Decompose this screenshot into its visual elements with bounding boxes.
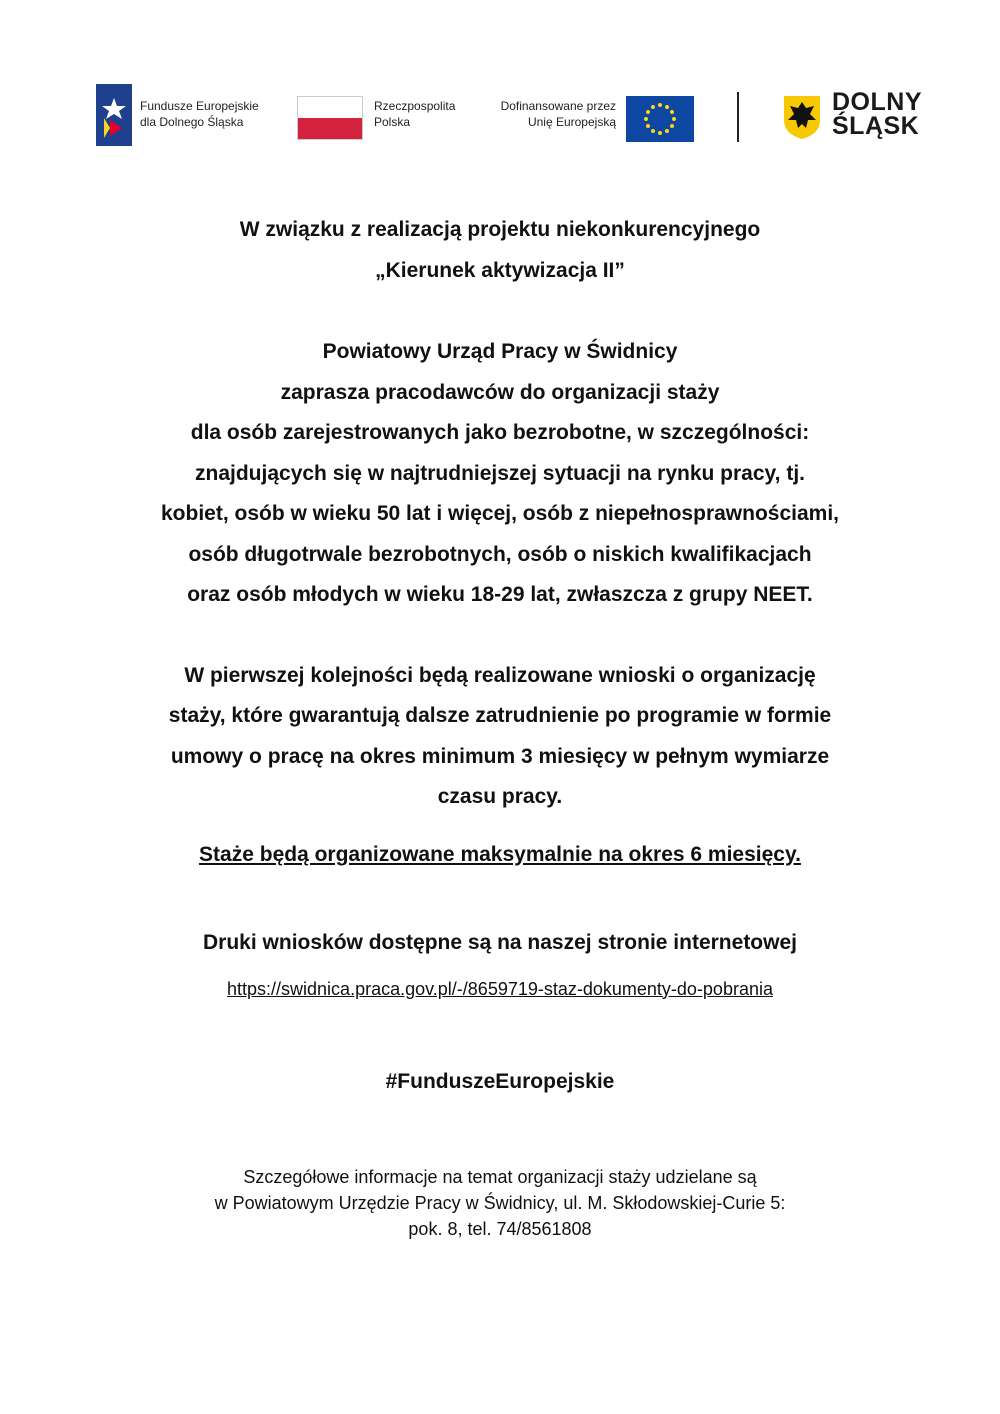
invite-line: oraz osób młodych w wieku 18-29 lat, zwłaszcza z grupy NEET.	[187, 583, 813, 606]
contact-info	[60, 1164, 940, 1242]
max-period-notice: Staże będą organizowane maksymalnie na okres 6 miesięcy.	[199, 842, 801, 866]
rzeczpospolita-text	[374, 98, 455, 130]
heading-line2: „Kierunek aktywizacja II”	[375, 258, 625, 282]
fe-line1: Fundusze Europejskie	[140, 99, 259, 113]
logo-bar	[96, 84, 928, 150]
dolny-slask-text	[832, 90, 922, 138]
fe-line2: dla Dolnego Śląska	[140, 115, 244, 129]
eu-line1: Dofinansowane przez	[500, 99, 616, 113]
fundusze-europejskie-text	[140, 98, 259, 130]
invite-line: kobiet, osób w wieku 50 lat i więcej, osób z niepełnosprawnościami,	[160, 502, 839, 525]
priority-line: umowy o pracę na okres minimum 3 miesięcy w pełnym wymiarze	[170, 744, 830, 768]
invite-line: znajdujących się w najtrudniejszej sytuacji na rynku pracy, tj.	[195, 461, 805, 485]
ds-line2: ŚLĄSK	[832, 112, 920, 140]
rp-line2: Polska	[374, 115, 411, 129]
footer-line: w Powiatowym Urzędzie Pracy w Świdnicy, ul. M. Skłodowskiej-Curie 5:	[214, 1193, 786, 1213]
eu-line2: Unię Europejską	[527, 115, 616, 129]
forms-availability-text: Druki wniosków dostępne są na naszej stronie internetowej	[203, 931, 797, 954]
invitation-paragraph	[60, 332, 940, 616]
announcement-body	[60, 210, 940, 1242]
dolny-slask-eagle-icon	[782, 94, 822, 140]
invite-line: Powiatowy Urząd Pracy w Świdnicy	[322, 340, 678, 363]
hashtag: #FunduszeEuropejskie	[385, 1069, 615, 1093]
eu-funding-text	[482, 98, 616, 130]
invite-line: osób długotrwale bezrobotnych, osób o niskich kwalifikacjach	[188, 542, 812, 566]
ds-line1: DOLNY	[832, 88, 922, 116]
footer-line: Szczegółowe informacje na temat organizacji staży udzielane są	[243, 1167, 757, 1187]
heading-line1: W związku z realizacją projektu niekonkurencyjnego	[239, 218, 761, 241]
project-heading	[60, 210, 940, 291]
rp-line1: Rzeczpospolita	[374, 99, 456, 113]
priority-line: czasu pracy.	[437, 785, 563, 808]
priority-line: W pierwszej kolejności będą realizowane wnioski o organizację	[184, 663, 816, 687]
invite-line: dla osób zarejestrowanych jako bezrobotne, w szczególności:	[190, 421, 810, 444]
invite-line: zaprasza pracodawców do organizacji staży	[280, 380, 720, 404]
footer-line: pok. 8, tel. 74/8561808	[408, 1219, 592, 1239]
polish-flag	[297, 96, 363, 140]
fundusze-europejskie-logo	[96, 84, 132, 146]
forms-download-link[interactable]: https://swidnica.praca.gov.pl/-/8659719-staz-dokumenty-do-pobrania	[227, 978, 773, 999]
priority-paragraph	[60, 656, 940, 818]
eu-flag	[626, 96, 694, 142]
logo-divider	[737, 92, 739, 142]
priority-line: staży, które gwarantują dalsze zatrudnienie po programie w formie	[168, 704, 832, 727]
